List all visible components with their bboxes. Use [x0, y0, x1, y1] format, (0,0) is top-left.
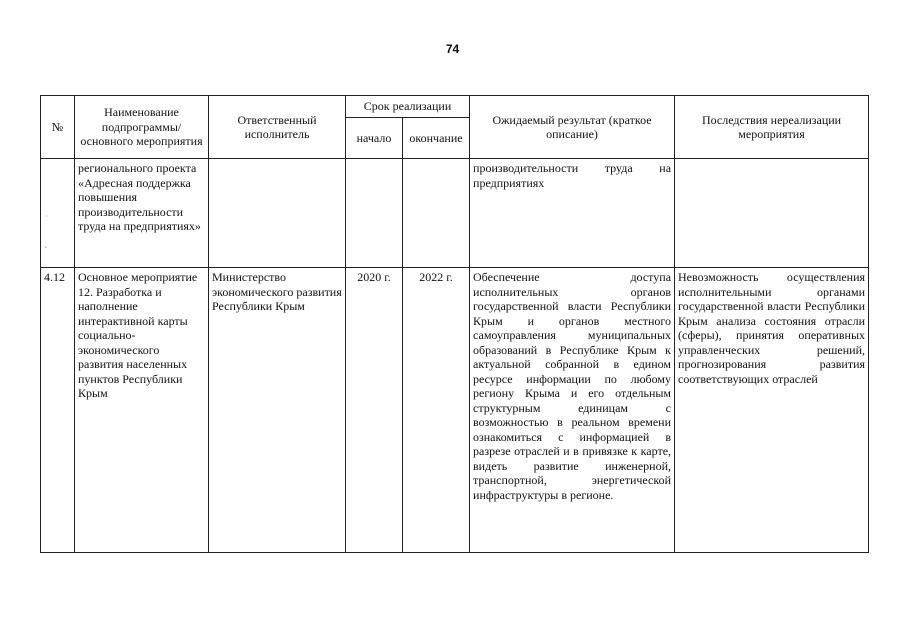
row-executor: Министерство экономического развития Республики Крым [209, 268, 346, 553]
row-number: 4.12 [41, 268, 75, 553]
table-row [41, 159, 869, 268]
table-header [41, 96, 869, 159]
header-result: Ожидаемый результат (краткое описание) [470, 96, 675, 159]
row-start: 2020 г. [346, 268, 403, 553]
row-name: Основное мероприятие 12. Разработка и наполнение интерактивной карты социально-экономического развития населенных пунктов Республики Крым [75, 268, 209, 553]
row-end: 2022 г. [403, 268, 470, 553]
activities-table [40, 95, 869, 553]
header-consequences: Последствия нереализации мероприятия [675, 96, 869, 159]
row-name: регионального проекта «Адресная поддержка повышения производительности труда на предприятиях» [75, 159, 209, 268]
row-consequences [675, 159, 869, 268]
scan-artifact-dot: · [45, 212, 48, 221]
row-executor [209, 159, 346, 268]
row-result: Обеспечение доступа исполнительных органов государственной власти Республики Крым и органов местного самоуправления муниципальных образований в Республике Крым к актуальной собранной в едином ресурсе информации по любому региону Крыма и его отдельным структурным единицам с возможностью в реальном времени ознакомиться с информацией в разрезе отраслей и в привязке к карте, видеть развитие инженерной, транспортной, энергетической инфраструктуры в регионе. [470, 268, 675, 553]
row-consequences: Невозможность осуществления исполнительными органами государственной власти Республики Крым анализа состояния отрасли (сферы), принятия оперативных управленческих решений, прогнозирования развития соответствующих отраслей [675, 268, 869, 553]
header-period: Срок реализации [346, 96, 470, 118]
table-row [41, 268, 869, 553]
header-end: окончание [403, 118, 470, 159]
scan-artifact-mark: ` [44, 246, 48, 257]
page-number: 74 [445, 42, 460, 56]
header-executor: Ответственный исполнитель [209, 96, 346, 159]
header-number: № [41, 96, 75, 159]
row-end [403, 159, 470, 268]
row-start [346, 159, 403, 268]
header-start: начало [346, 118, 403, 159]
header-name: Наименование подпрограммы/ основного мероприятия [75, 96, 209, 159]
row-result: производительности труда на предприятиях [470, 159, 675, 268]
